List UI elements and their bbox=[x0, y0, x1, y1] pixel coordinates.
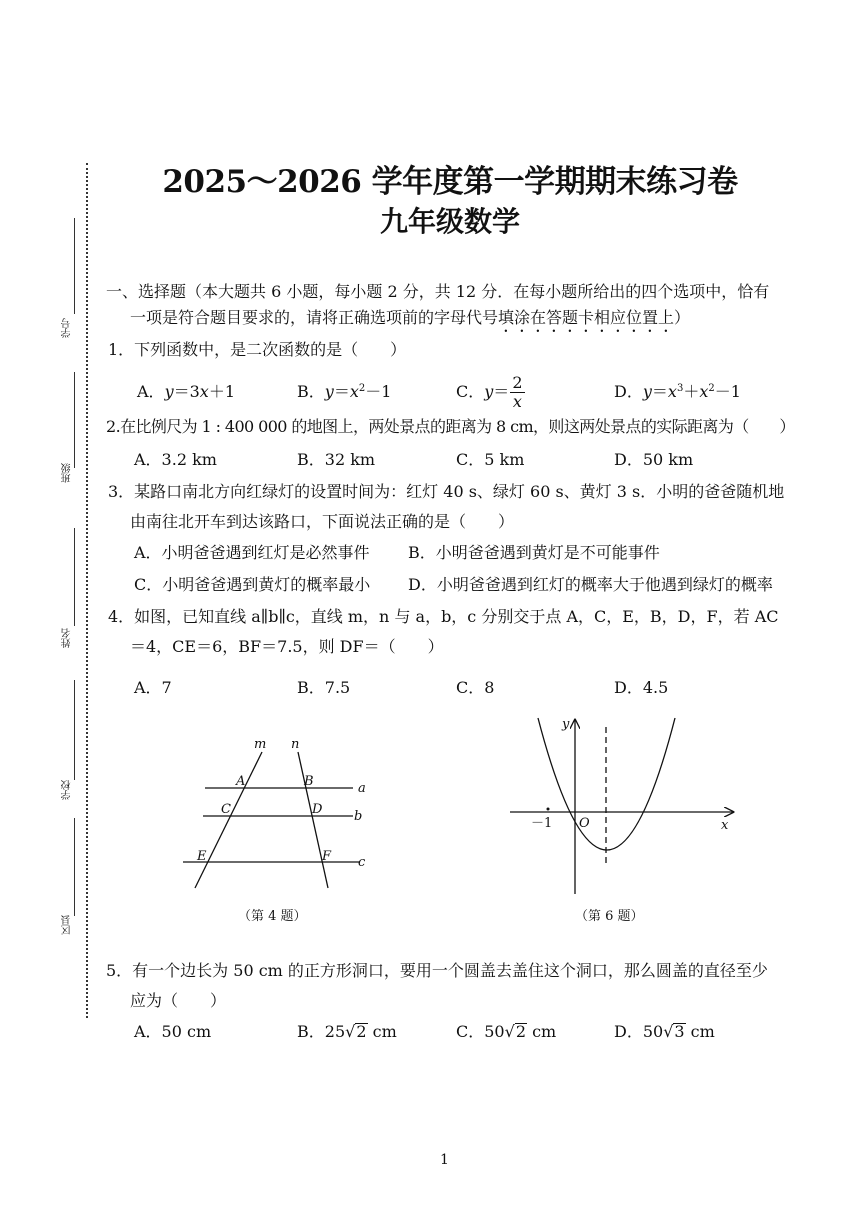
class-blank bbox=[74, 372, 75, 468]
q4-option-d: D．4.5 bbox=[614, 678, 669, 697]
point-E: E bbox=[197, 849, 207, 864]
q5-option-b: B．25√2 cm bbox=[297, 1022, 397, 1041]
label-c: c bbox=[358, 855, 366, 870]
q3-stem-line2: 由南往北开车到达该路口，下面说法正确的是（ ） bbox=[130, 512, 515, 531]
point-F: F bbox=[322, 849, 332, 864]
q4-figure-parallel-lines bbox=[170, 730, 390, 900]
point-D: D bbox=[312, 802, 323, 817]
page-subtitle: 九年级数学 bbox=[379, 205, 520, 238]
q5-option-c: C．50√2 cm bbox=[456, 1022, 557, 1041]
page-number: 1 bbox=[440, 1152, 449, 1168]
q2-option-b: B．32 km bbox=[297, 450, 376, 469]
q3-option-a: A．小明爸爸遇到红灯是必然事件 bbox=[134, 543, 370, 562]
q6-figure-parabola bbox=[505, 712, 745, 897]
q5-option-a: A．50 cm bbox=[134, 1022, 212, 1041]
section-heading-line2: 一项是符合题目要求的，请将正确选项前的字母代号填涂在答题卡相应位置上） bbox=[130, 308, 691, 327]
label-n: n bbox=[291, 737, 300, 752]
q4-stem-line2: ＝4，CE＝6，BF＝7.5，则 DF＝（ ） bbox=[130, 637, 444, 656]
tick-mark bbox=[547, 808, 550, 811]
name-blank bbox=[74, 528, 75, 626]
q2-option-a: A．3.2 km bbox=[134, 450, 217, 469]
point-C: C bbox=[221, 802, 231, 817]
name-label: 姓名 bbox=[62, 628, 73, 648]
label-m: m bbox=[254, 737, 267, 752]
class-label: 班级 bbox=[62, 463, 73, 483]
q2-stem: 2.在比例尺为 1 : 400 000 的地图上，两处景点的距离为 8 cm，则这两处景点的实际距离为（ ） bbox=[106, 417, 795, 436]
origin-label: O bbox=[579, 816, 590, 831]
q1-stem: 1．下列函数中，是二次函数的是（ ） bbox=[108, 340, 407, 359]
fraction: $\frac{2}{x}$ bbox=[512, 373, 523, 411]
school-blank bbox=[74, 680, 75, 780]
q4-option-c: C．8 bbox=[456, 678, 495, 697]
page-title: 2025～2026 学年度第一学期期末练习卷 bbox=[162, 164, 738, 200]
q6-figure-caption: （第 6 题） bbox=[575, 909, 644, 924]
q5-option-d: D．50√3 cm bbox=[614, 1022, 715, 1041]
q4-option-a: A．7 bbox=[134, 678, 172, 697]
q1-option-d: D．$y=x^3+x^2-1$ bbox=[614, 382, 741, 401]
student-id-label: 学号 bbox=[62, 318, 73, 338]
q1-option-c: C．y＝ $\frac{2}{x}$ bbox=[456, 373, 523, 411]
district-label: 区县 bbox=[62, 915, 73, 935]
section-heading-line1: 一、选择题（本大题共 6 小题，每小题 2 分，共 12 分．在每小题所给出的四个选项中，恰有 bbox=[106, 282, 770, 301]
label-a: a bbox=[358, 781, 366, 796]
line-n bbox=[298, 752, 328, 888]
y-axis-label: y bbox=[562, 717, 570, 732]
q4-stem-line1: 4．如图，已知直线 a∥b∥c，直线 m，n 与 a，b，c 分别交于点 A，C，E，B，D，F，若 AC bbox=[108, 607, 779, 626]
q3-stem-line1: 3．某路口南北方向红绿灯的设置时间为：红灯 40 s、绿灯 60 s、黄灯 3 s．小明的爸爸随机地 bbox=[108, 482, 785, 501]
q3-option-b: B．小明爸爸遇到黄灯是不可能事件 bbox=[408, 543, 660, 562]
q2-option-d: D．50 km bbox=[614, 450, 694, 469]
q2-option-c: C．5 km bbox=[456, 450, 525, 469]
district-blank bbox=[74, 818, 75, 916]
point-A: A bbox=[236, 774, 246, 789]
q5-stem-line1: 5．有一个边长为 50 cm 的正方形洞口，要用一个圆盖去盖住这个洞口，那么圆盖的直径至少 bbox=[106, 961, 768, 980]
label-b: b bbox=[354, 809, 363, 824]
point-B: B bbox=[304, 774, 314, 789]
q1-option-a: A．y＝3x＋1 bbox=[137, 382, 236, 401]
q4-option-b: B．7.5 bbox=[297, 678, 351, 697]
q1-option-b: B．$y=x^2-1$ bbox=[297, 382, 392, 401]
q5-stem-line2: 应为（ ） bbox=[130, 991, 227, 1010]
emphasized-instruction: 填涂在答题卡相应位置上 bbox=[498, 308, 675, 327]
q3-option-c: C．小明爸爸遇到黄灯的概率最小 bbox=[134, 575, 371, 594]
school-label: 学校 bbox=[62, 780, 73, 800]
tick-label: －1 bbox=[531, 816, 553, 831]
q4-figure-caption: （第 4 题） bbox=[238, 909, 307, 924]
q3-option-d: D．小明爸爸遇到红灯的概率大于他遇到绿灯的概率 bbox=[408, 575, 773, 594]
x-axis-label: x bbox=[721, 818, 729, 833]
binding-dotted-line bbox=[86, 163, 88, 1018]
line-m bbox=[195, 752, 262, 888]
